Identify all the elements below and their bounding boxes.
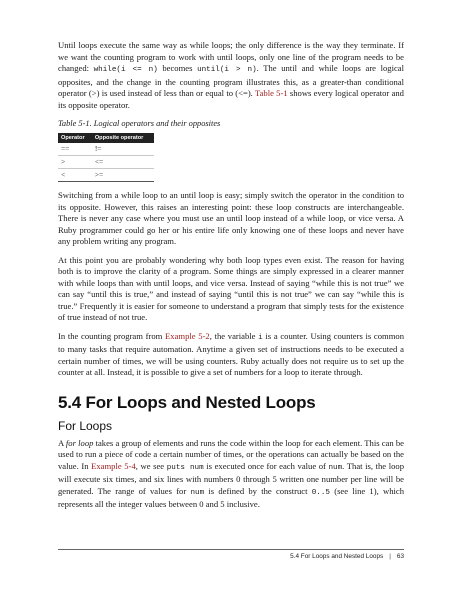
- text-run: . That is, the loop will execute six times, and six lines with numbers 0 through 5 written one number per line will be generated. The range of values for: [58, 460, 404, 496]
- text-run: In the counting program from: [58, 330, 166, 341]
- inline-code: num: [328, 463, 343, 472]
- inline-code: 0..5: [311, 488, 330, 497]
- text-run: A: [58, 437, 66, 448]
- inline-code: until(i > n): [197, 66, 257, 74]
- text-run: , we see: [135, 460, 167, 471]
- inline-code: while(i <= n): [93, 66, 158, 74]
- section-heading: 5.4 For Loops and Nested Loops: [58, 392, 316, 412]
- column-header-operator: Operator: [58, 133, 92, 143]
- text-run: , the variable: [209, 330, 259, 341]
- table-cell: ==: [58, 143, 92, 156]
- table-cell: <=: [92, 156, 154, 169]
- page-footer: [58, 549, 404, 560]
- example-5-2-link[interactable]: Example 5-2: [165, 330, 210, 341]
- table-row: [58, 156, 154, 169]
- table-cell: !=: [92, 143, 154, 156]
- table-cell: >: [58, 156, 92, 169]
- column-header-opposite: Opposite operator: [92, 133, 154, 143]
- text-run: shows every logical operator and its opposite operator.: [58, 88, 404, 110]
- text-run: (see line 1), which represents all the integer values between 0 and 5 inclusive.: [58, 485, 404, 509]
- table-cell: >=: [92, 169, 154, 182]
- text-run: is defined by the construct: [204, 485, 312, 496]
- inline-code: puts num: [166, 463, 204, 472]
- text-run: takes a group of elements and runs the code within the loop for each element. This can be used to run a piece of code a certain number of times, or the operations can actually be based on the value. In: [58, 437, 404, 471]
- operators-table: [58, 133, 154, 182]
- subsection-heading: For Loops: [58, 418, 113, 433]
- text-run: is executed once for each value of: [203, 460, 329, 471]
- text-run: becomes: [157, 63, 198, 73]
- page-number: 63: [396, 553, 404, 560]
- inline-code: num: [190, 488, 205, 497]
- table-5-1-link[interactable]: Table 5-1: [254, 88, 288, 98]
- text-run: Until loops execute the same way as while loops; the only difference is the way they terminate. If we want the counting program to work with until loops, only one line of the program needs to be changed:: [58, 40, 404, 73]
- footer-separator: |: [389, 553, 391, 560]
- running-title: 5.4 For Loops and Nested Loops: [290, 553, 384, 560]
- paragraph-why-both: At this point you are probably wondering why both loop types even exist. The reason for having both is to improve the clarity of a program. Some things are simply expressed in a clearer manner with while loops than with until loops, and vice versa. Instead of saying “while this is not true” we can say “until this is true,” and instead of saying “until this is not true” we can say “while this is true.” Frequently it is easier for someone to understand a program that simply tests for the existence of true instead of not true.: [58, 254, 404, 322]
- paragraph-switching: Switching from a while loop to an until loop is easy; simply switch the operator in the condition to its opposite. However, this raises an interesting point: these loop constructs are interchangeable. There is never any case where you must use an until loop instead of a while loop, or vice versa. A Ruby programmer could go her or his entire life only knowing one of these loops and never have any problem writing any program.: [58, 190, 404, 246]
- table-row: [58, 169, 154, 182]
- text-run: is a counter. Using counters is common to many tasks that require automation. Anytime a given set of instructions needs to be executed a certain number of times, we will be using counters. Ruby actually does not require us to set up the counter at all. Instead, it is possible to give a set of numbers for a loop to iterate through.: [58, 330, 404, 377]
- table-caption: Table 5-1. Logical operators and their opposites: [58, 119, 221, 128]
- term-emphasis: for loop: [65, 437, 94, 448]
- table-row: [58, 143, 154, 156]
- paragraph-for-loop: [58, 438, 404, 511]
- paragraph-counters: [58, 331, 404, 379]
- text-run: . The until and while loops are logical opposites, and the change in the counting program illustrates this, as a greater-than conditional operator (>) is used instead of less than or equal to (<=).: [58, 63, 404, 98]
- paragraph-until-loops: [58, 40, 404, 111]
- table-cell: <: [58, 169, 92, 182]
- example-5-4-link[interactable]: Example 5-4: [91, 460, 136, 471]
- page-body: [58, 40, 404, 518]
- inline-code: i: [258, 333, 263, 342]
- table-header-row: [58, 133, 154, 143]
